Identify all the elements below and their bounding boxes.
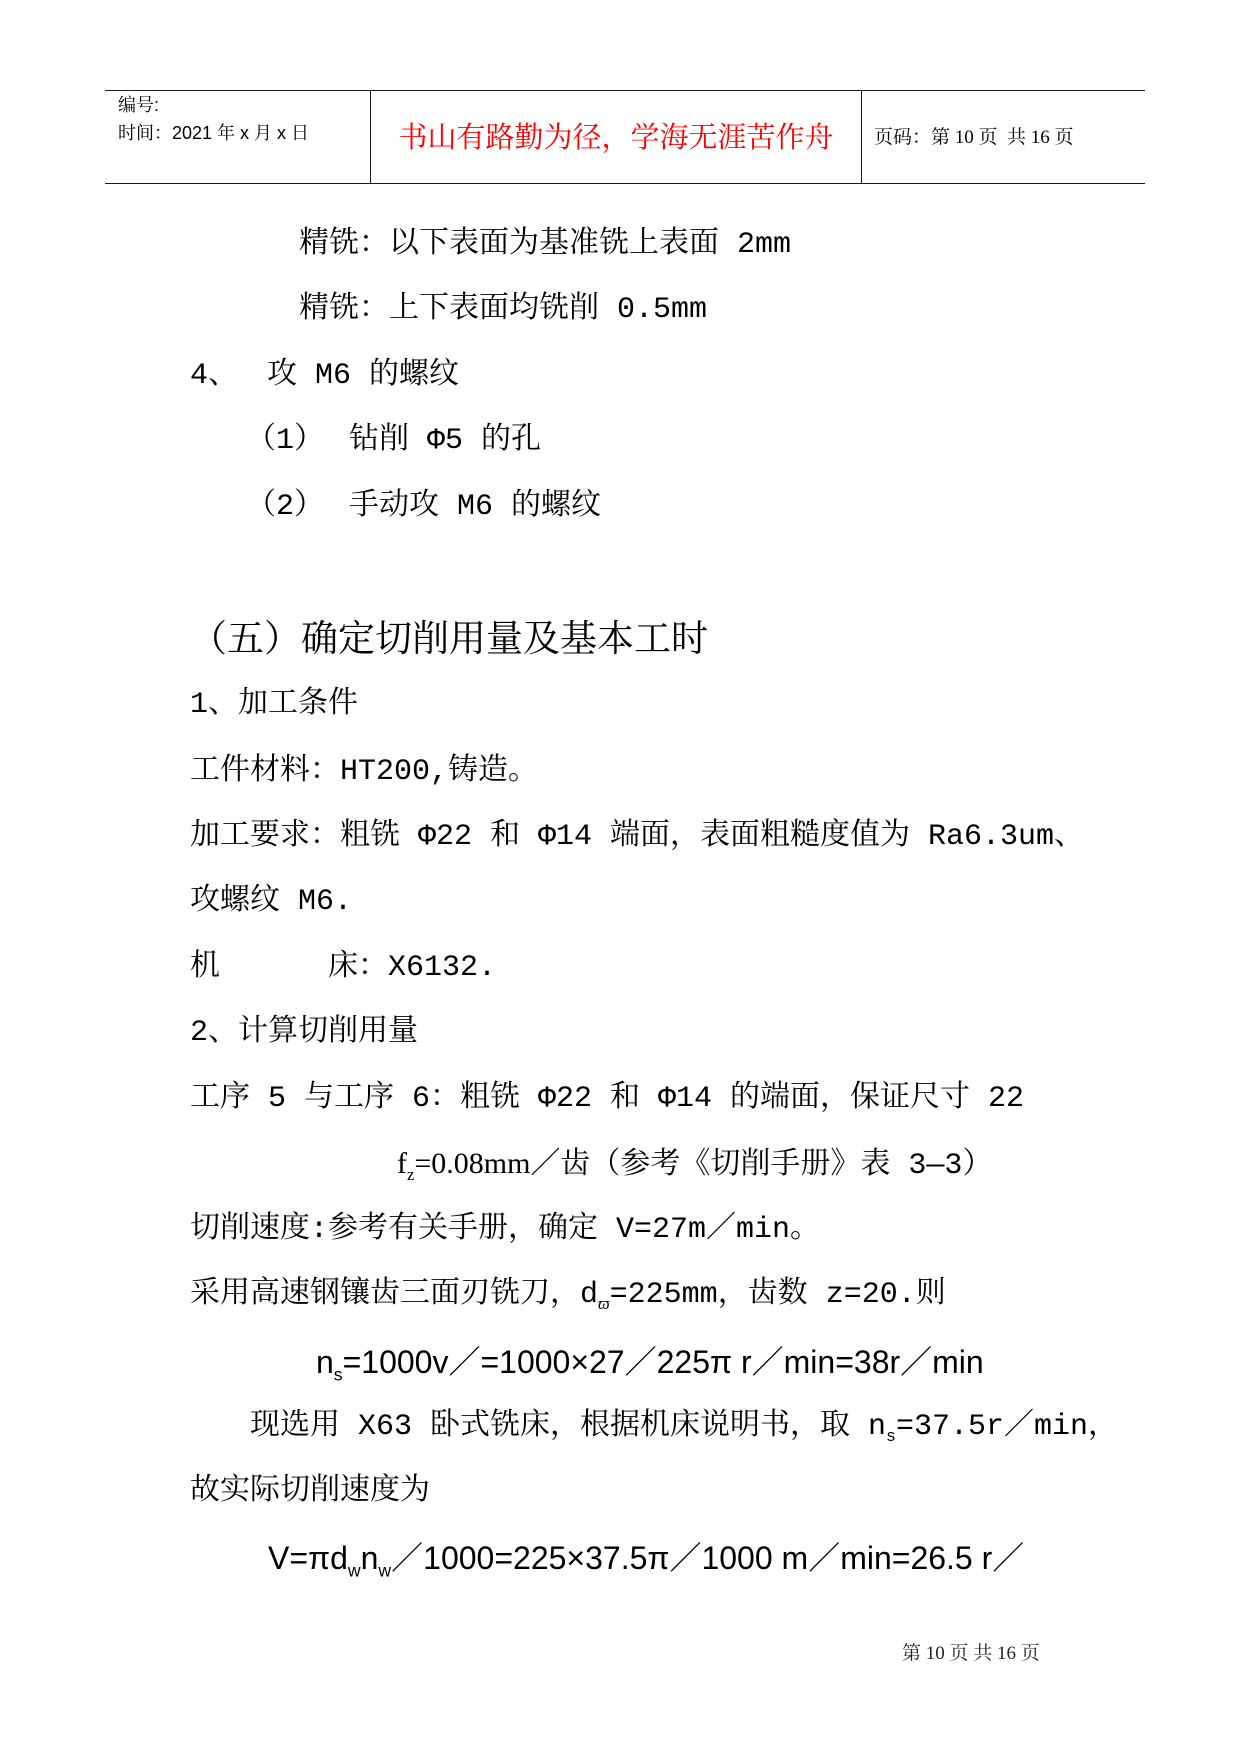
date-label: 时间：2021 年 x 月 x 日 [118, 123, 310, 143]
header-motto: 书山有路勤为径，学海无涯苦作舟 [398, 122, 834, 154]
feed-per-tooth-line [397, 1144, 992, 1186]
cutter-text-after: =225mm，齿数 z=20.则 [609, 1278, 946, 1312]
finish-milling-line-2: 精铣：上下表面均铣削 0.5mm [299, 293, 708, 327]
feed-value: =0.08mm [414, 1147, 531, 1180]
spindle-speed-formula [316, 1342, 984, 1385]
feed-symbol: f [397, 1147, 407, 1180]
header-page-info: 页码：第 10 页 共 16 页 [874, 127, 1074, 148]
step-4-text: 攻 M6 的螺纹 [267, 359, 460, 393]
cutter-subscript: ϖ [598, 1294, 610, 1313]
spindle-speed-subscript: s [333, 1364, 343, 1385]
step-4-2-text: 手动攻 M6 的螺纹 [349, 490, 602, 524]
requirements-line-2: 攻螺纹 M6. [190, 885, 353, 919]
feed-subscript: z [407, 1165, 415, 1184]
machine-selection-before: 现选用 X63 卧式铣床，根据机床说明书，取 n [250, 1410, 887, 1444]
machine-tool: 机 床：X6132. [190, 951, 497, 985]
actual-speed-subscript-1: w [347, 1560, 361, 1581]
actual-speed-intro: 故实际切削速度为 [190, 1475, 430, 1509]
actual-speed-subscript-2: w [378, 1560, 392, 1581]
header-bottom-rule [105, 183, 1145, 184]
finish-milling-line-1: 精铣：以下表面为基准铣上表面 2mm [299, 228, 792, 262]
subsection-heading-2: 2、计算切削用量 [190, 1016, 419, 1050]
machine-selection-subscript: s [886, 1427, 896, 1446]
cutter-text-before: 采用高速钢镶齿三面刃铣刀，d [190, 1278, 599, 1312]
requirements-line-1: 加工要求：粗铣 Φ22 和 Φ14 端面，表面粗糙度值为 Ra6.3um、 [190, 820, 1085, 854]
feed-reference: ／齿（参考《切削手册》表 3—3） [530, 1149, 993, 1183]
cutter-line [190, 1275, 946, 1315]
spindle-speed-symbol: n [316, 1344, 334, 1380]
serial-label: 编号: [118, 95, 160, 115]
actual-speed-lead: V=πd [268, 1540, 348, 1576]
header-top-rule [105, 90, 1145, 91]
machine-selection-line [250, 1407, 1118, 1447]
step-4-1-number: （1） [246, 424, 325, 458]
cutting-speed: 切削速度:参考有关手册，确定 V=27m／min。 [190, 1213, 821, 1247]
footer-page-number: 第 10 页 共 16 页 [902, 1643, 1040, 1664]
step-4-2-number: （2） [246, 490, 325, 524]
actual-speed-middle: n [360, 1540, 379, 1576]
actual-speed-expression: ／1000=225×37.5π／1000 m／min=26.5 r／ [391, 1540, 1025, 1576]
spindle-speed-expression: =1000v／=1000×27／225π r／min=38r／min [342, 1344, 984, 1380]
machine-selection-after: =37.5r／min， [895, 1410, 1118, 1444]
section-title: （五）确定切削用量及基本工时 [190, 619, 708, 660]
step-4-number: 4、 [190, 359, 239, 393]
subsection-heading-1: 1、加工条件 [190, 688, 359, 722]
process-5-6: 工序 5 与工序 6：粗铣 Φ22 和 Φ14 的端面，保证尺寸 22 [190, 1082, 1025, 1116]
workpiece-material: 工件材料：HT200,铸造。 [190, 755, 539, 789]
actual-speed-formula [268, 1538, 1025, 1581]
step-4-1-text: 钻削 Φ5 的孔 [349, 424, 542, 458]
header-divider-right [861, 90, 862, 184]
